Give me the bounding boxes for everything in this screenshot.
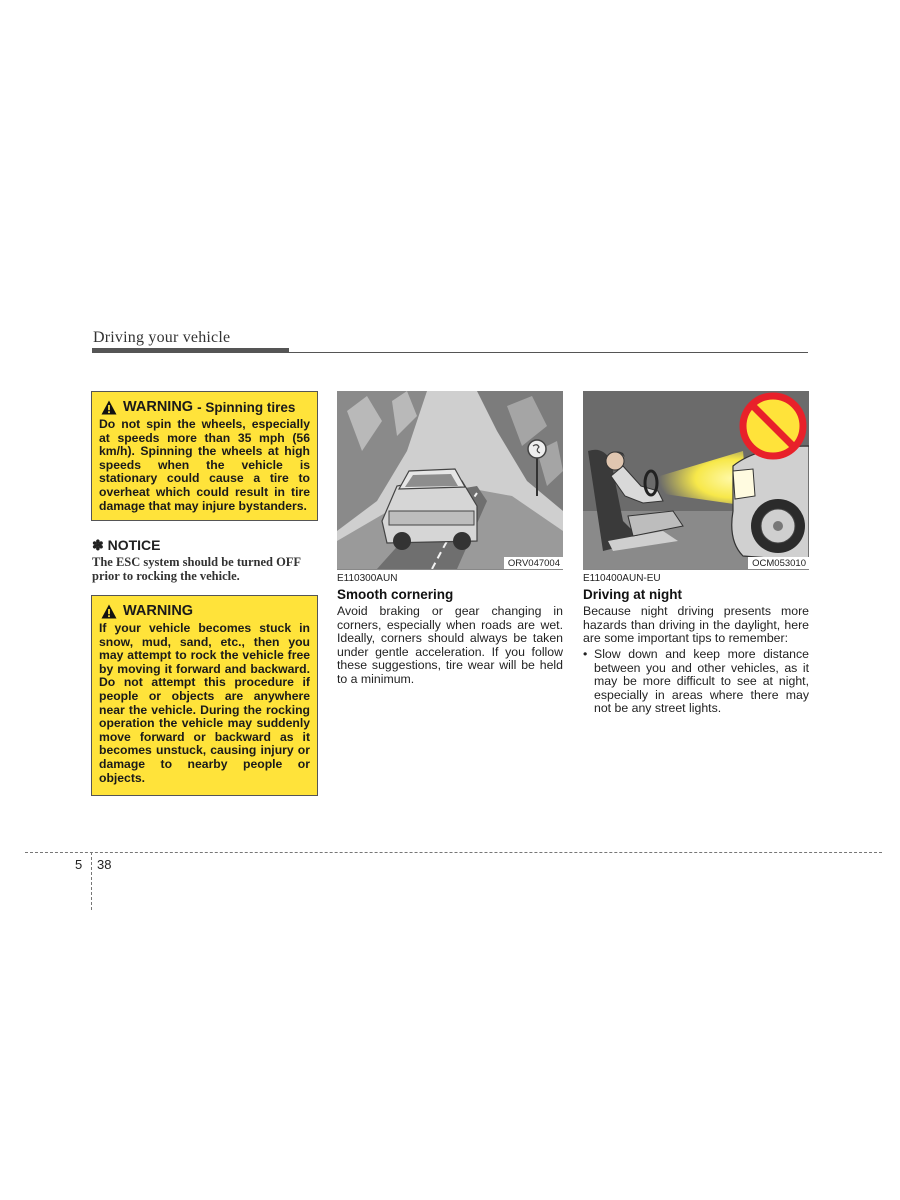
warning-title: WARNING xyxy=(123,602,194,619)
warning-box-spinning-tires xyxy=(91,391,318,521)
footer-dashed-divider xyxy=(91,852,92,910)
header-rule xyxy=(92,352,808,353)
bullet-text: Slow down and keep more distance between you and other vehicles, as it may be more difficult to see at night, especially in areas where there may not be any street lights. xyxy=(594,647,809,716)
snowy-road-car-image xyxy=(337,391,563,569)
night-driving-illustration xyxy=(583,391,809,570)
section-code: E110300AUN xyxy=(337,573,398,584)
warning-triangle-icon xyxy=(101,400,117,415)
warning-title: WARNING xyxy=(123,398,194,415)
warning-body: If your vehicle becomes stuck in snow, mud, sand, etc., then you may attempt to rock the vehicle free by moving it forward and backward. Do not attempt this procedure if people or objects are anywhere near the vehicle. During the rocking operation the vehicle may suddenly move forward or backward as it becomes unstuck, causing injury or damage to nearby people or objects. xyxy=(99,621,310,785)
warning-subtitle: - Spinning tires xyxy=(197,399,296,415)
image-code: OCM053010 xyxy=(748,557,809,569)
notice-title: ✽ NOTICE xyxy=(92,537,161,553)
section-title: Driving your vehicle xyxy=(93,329,231,346)
night-bullet-item xyxy=(583,648,809,716)
night-body: Because night driving presents more hazards than driving in the daylight, here are some important tips to remember: xyxy=(583,604,809,646)
page-section-number: 5 xyxy=(75,857,83,872)
warning-triangle-icon xyxy=(101,604,117,619)
notice-body: The ESC system should be turned OFF prior to rocking the vehicle. xyxy=(92,555,301,583)
night-title: Driving at night xyxy=(583,587,682,602)
bullet-mark: • xyxy=(583,647,588,661)
warning-body: Do not spin the wheels, especially at speeds more than 35 mph (56 km/h). Spinning the wheels at high speeds when the vehicle is stationary could cause a tire to overheat which could result in tire damage that may injure bystanders. xyxy=(99,417,310,513)
night-headlight-image xyxy=(583,391,809,569)
cornering-title: Smooth cornering xyxy=(337,587,454,602)
section-code: E110400AUN-EU xyxy=(583,573,661,584)
image-code: ORV047004 xyxy=(504,557,563,569)
cornering-body: Avoid braking or gear changing in corners, especially when roads are wet. Ideally, corners should always be taken under gentle acceleration. If you follow these suggestions, tire wear will be held to a minimum. xyxy=(337,604,563,686)
page-number: 38 xyxy=(97,857,112,872)
warning-header xyxy=(99,400,310,415)
warning-header xyxy=(99,604,310,619)
warning-box-rocking xyxy=(91,595,318,796)
footer-dashed-rule xyxy=(25,852,882,853)
cornering-illustration xyxy=(337,391,563,570)
